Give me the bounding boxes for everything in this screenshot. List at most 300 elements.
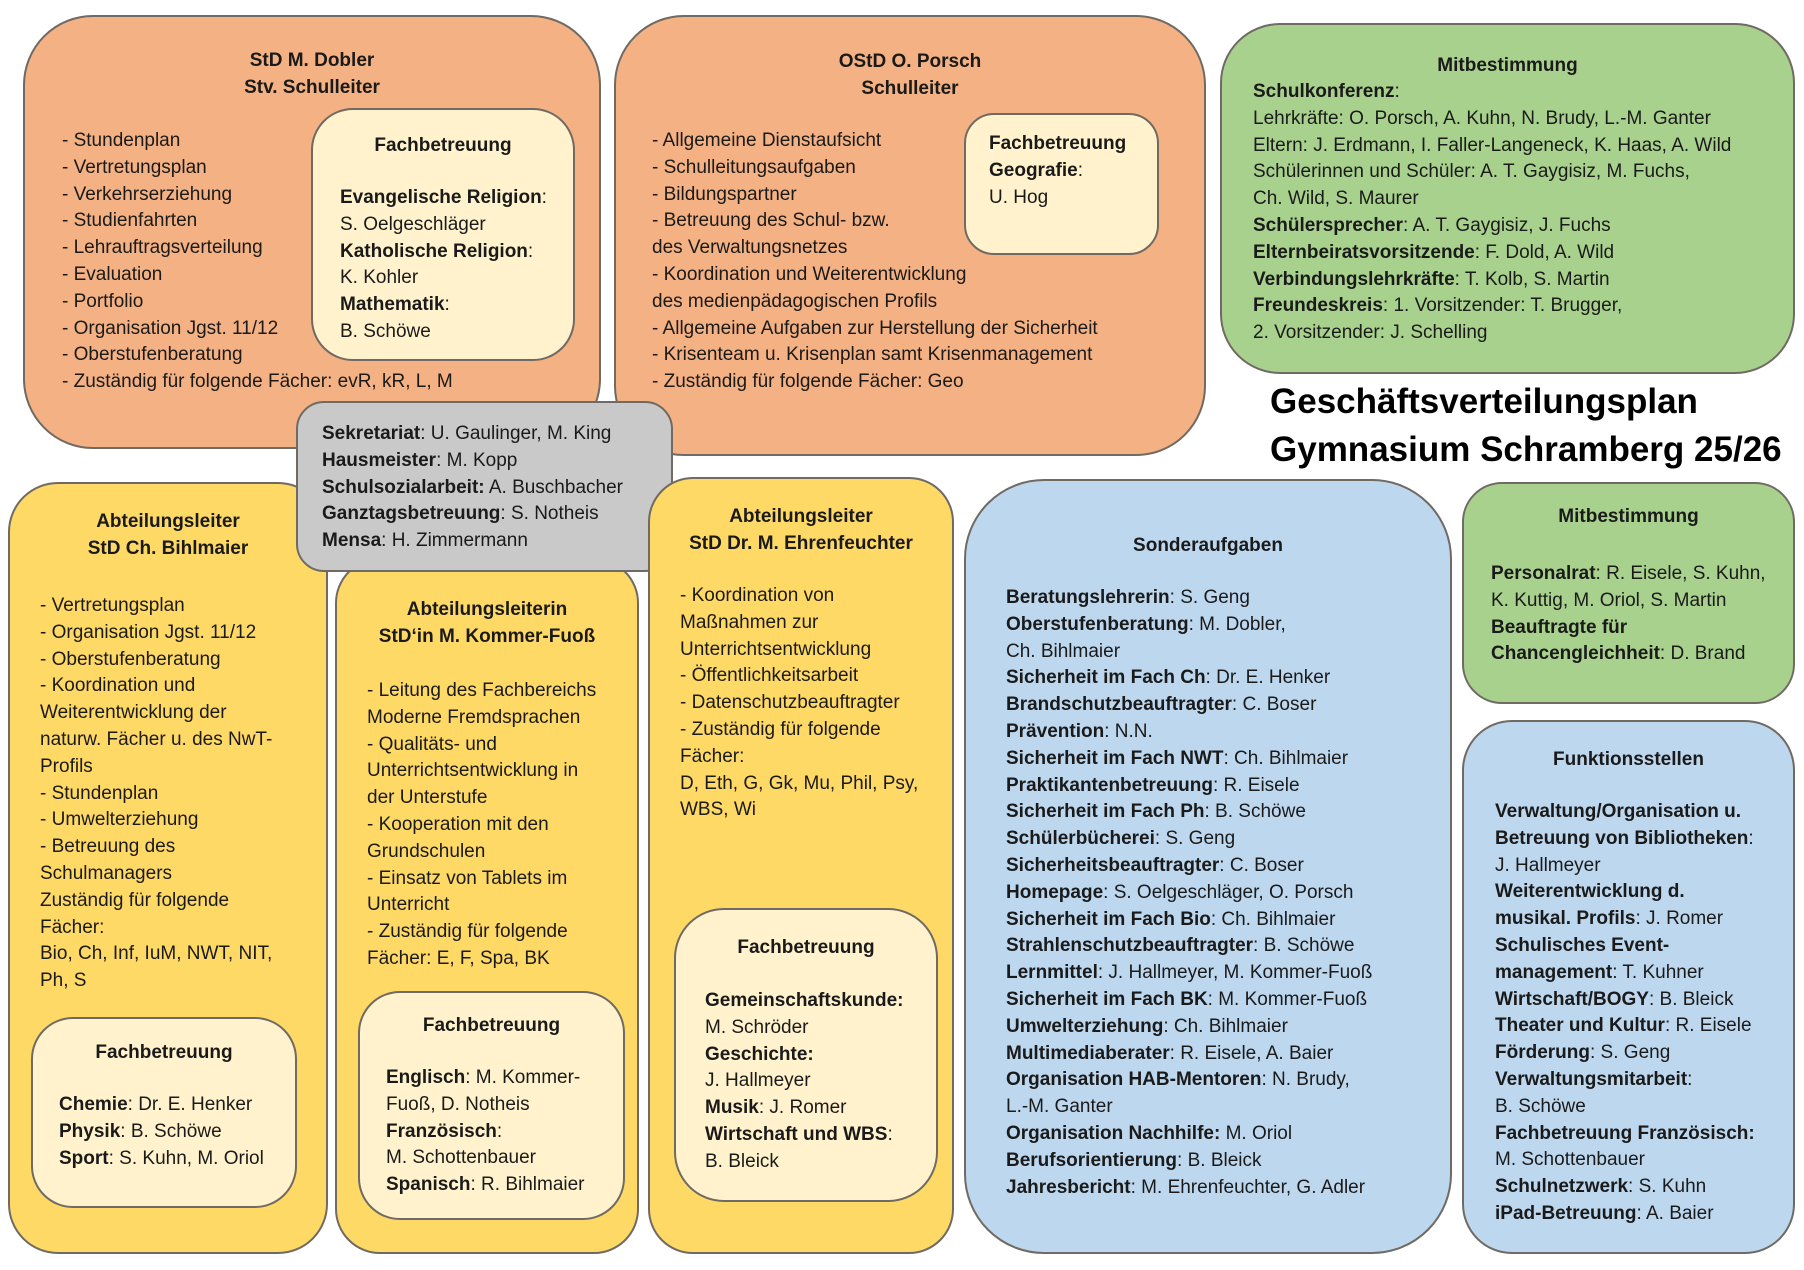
item-value: : B. Schöwe: [1253, 935, 1355, 957]
item-value: :: [444, 294, 450, 316]
item-value: L.-M. Ganter: [1006, 1096, 1113, 1118]
item-label: Wirtschaft und WBS: [705, 1123, 888, 1145]
item-value: Lehrkräfte: O. Porsch, A. Kuhn, N. Brudy, L.-M. Ganter: [1253, 107, 1711, 129]
box-fachbetreuung-bihlmaier: [31, 1017, 297, 1208]
box-verwaltung-personal: [296, 401, 673, 572]
item-value: : M. Kommer-Fuoß: [1207, 988, 1368, 1010]
list-item: [680, 610, 918, 637]
item-value: J. Hallmeyer: [705, 1070, 811, 1092]
list-item: [1253, 267, 1731, 294]
list-item: [59, 1092, 264, 1119]
list-item: [367, 678, 596, 705]
schulleiter-heading: OStD O. Porsch Schulleiter: [838, 51, 982, 99]
item-value: : A. T. Gaygisiz, J. Fuchs: [1402, 214, 1611, 236]
item-value: : R. Bihlmaier: [470, 1174, 585, 1196]
list-item: [1495, 826, 1755, 853]
item-label: Sicherheit im Fach Ch: [1006, 667, 1206, 689]
item-label: Förderung: [1495, 1042, 1590, 1064]
fachbetreuung-heading: Fachbetreuung: [95, 1042, 233, 1063]
item-label: Sicherheit im Fach Bio: [1006, 908, 1211, 930]
item-label: Berufsorientierung: [1006, 1149, 1178, 1171]
item-value: - Oberstufenberatung: [62, 344, 243, 366]
list-item: [40, 834, 272, 861]
item-label: Sicherheit im Fach Ph: [1006, 801, 1205, 823]
list-item: [1495, 1067, 1755, 1094]
list-item: [40, 861, 272, 888]
item-value: :: [527, 240, 534, 262]
item-label: Beauftragte für: [1491, 616, 1628, 638]
list-item: [1253, 79, 1731, 106]
item-value: - Öffentlichkeitsarbeit: [680, 665, 859, 687]
item-value: S. Oelgeschläger: [340, 213, 486, 235]
list-item: [1006, 773, 1372, 800]
list-item: [1006, 799, 1372, 826]
list-item: [367, 892, 596, 919]
item-value: Maßnahmen zur: [680, 611, 819, 633]
item-label: Lernmittel: [1006, 962, 1098, 984]
list-item: [680, 797, 918, 824]
item-value: : S. Kuhn, M. Oriol: [108, 1147, 264, 1169]
item-value: - Betreuung des: [40, 836, 176, 858]
list-item: [652, 369, 1098, 396]
mitbestimmung-list: [1491, 561, 1766, 668]
list-item: [1006, 692, 1372, 719]
item-label: Spanisch: [386, 1174, 471, 1196]
funktionsstellen-list: [1495, 799, 1755, 1228]
list-item: [1495, 1094, 1755, 1121]
item-label: musikal. Profils: [1495, 908, 1636, 930]
item-value: Eltern: J. Erdmann, I. Faller-Langeneck, K. Haas, A. Wild: [1253, 134, 1732, 156]
item-label: management: [1495, 961, 1613, 983]
item-value: : Ch. Bihlmaier: [1210, 908, 1336, 930]
item-value: : Dr. E. Henker: [1205, 667, 1331, 689]
list-item: [40, 915, 272, 942]
list-item: [1253, 293, 1731, 320]
item-label: Sport: [59, 1147, 109, 1169]
item-value: K. Kohler: [340, 267, 419, 289]
item-value: Profils: [40, 755, 93, 777]
list-item: [1006, 1041, 1372, 1068]
kommer-fuoss-heading: Abteilungsleiterin StD‘in M. Kommer-Fuoß: [378, 599, 596, 647]
item-value: - Schulleitungsaufgaben: [652, 156, 856, 178]
list-item: [1491, 641, 1766, 668]
item-value: : R. Eisele, S. Kuhn,: [1595, 563, 1766, 584]
list-item: [1006, 612, 1372, 639]
list-item: [652, 262, 1098, 289]
box-fachbetreuung-kommer-fuoss: [358, 991, 625, 1220]
item-value: J. Hallmeyer: [1495, 854, 1601, 876]
list-item: [1495, 1147, 1755, 1174]
item-value: der Unterstufe: [367, 787, 488, 809]
item-label: Sicherheit im Fach BK: [1006, 988, 1208, 1010]
item-value: : U. Gaulinger, M. King: [420, 423, 612, 444]
list-item: [386, 1145, 585, 1172]
list-item: [652, 316, 1098, 343]
item-label: Fachbetreuung Französisch:: [1495, 1122, 1755, 1144]
item-label: Evangelische Religion: [340, 187, 542, 208]
item-value: Bio, Ch, Inf, IuM, NWT, NIT,: [40, 943, 273, 965]
item-value: M. Schottenbauer: [1495, 1149, 1645, 1171]
item-value: - Vertretungsplan: [62, 156, 207, 178]
list-item: [59, 1119, 264, 1146]
list-item: [40, 888, 272, 915]
item-value: Weiterentwicklung der: [40, 702, 227, 724]
list-item: [1006, 639, 1372, 666]
list-item: [340, 265, 547, 292]
item-label: Geschichte:: [705, 1043, 814, 1065]
item-value: Schulmanagers: [40, 862, 173, 884]
item-value: - Studienfahrten: [62, 210, 198, 232]
list-item: [59, 1146, 264, 1173]
list-item: [40, 673, 272, 700]
list-item: [1253, 240, 1731, 267]
list-item: [1495, 987, 1755, 1014]
box-mitbestimmung-personalrat: [1462, 482, 1795, 704]
item-value: Grundschulen: [367, 840, 486, 862]
item-value: 2. Vorsitzender: J. Schelling: [1253, 322, 1488, 344]
item-label: Französisch: [386, 1120, 497, 1142]
list-item: [322, 501, 623, 528]
sonderaufgaben-heading: Sonderaufgaben: [1133, 535, 1283, 556]
fachbetreuung-heading: Fachbetreuung: [989, 133, 1127, 154]
list-item: [1495, 1174, 1755, 1201]
list-item: [322, 421, 623, 448]
item-value: Ch. Wild, S. Maurer: [1253, 188, 1419, 210]
item-value: M. Schröder: [705, 1016, 809, 1038]
list-item: [989, 185, 1083, 212]
list-item: [1006, 826, 1372, 853]
item-label: Elternbeiratsvorsitzende: [1253, 241, 1475, 263]
list-item: [705, 1068, 904, 1095]
item-value: : H. Zimmermann: [381, 530, 528, 552]
item-value: Ph, S: [40, 970, 87, 992]
item-label: Mathematik: [340, 294, 445, 316]
item-value: - Kooperation mit den: [367, 813, 549, 835]
list-item: [1495, 1201, 1755, 1228]
list-item: [340, 319, 547, 346]
item-label: Personalrat: [1491, 563, 1596, 584]
list-item: [1495, 1013, 1755, 1040]
item-value: - Allgemeine Dienstaufsicht: [652, 130, 882, 151]
item-label: Sekretariat: [322, 423, 421, 444]
list-item: [1006, 719, 1372, 746]
item-label: Sicherheitsbeauftragter: [1006, 854, 1220, 876]
item-value: Unterricht: [367, 894, 450, 916]
list-item: [40, 727, 272, 754]
item-value: : N. Brudy,: [1261, 1069, 1350, 1091]
fachbetreuung-heading: Fachbetreuung: [374, 135, 512, 156]
item-value: :: [1748, 827, 1754, 849]
item-value: - Organisation Jgst. 11/12: [62, 317, 279, 339]
item-label: Theater und Kultur: [1495, 1015, 1665, 1037]
item-label: Ganztagsbetreuung: [322, 503, 501, 525]
item-label: Schülerbücherei: [1006, 828, 1155, 850]
list-item: [1495, 853, 1755, 880]
list-item: [680, 771, 918, 798]
box-fachbetreuung-ehrenfeuchter: [674, 908, 938, 1202]
list-item: [1006, 960, 1372, 987]
list-item: [1006, 880, 1372, 907]
item-label: Prävention: [1006, 720, 1105, 742]
item-label: Hausmeister: [322, 449, 437, 471]
item-value: K. Kuttig, M. Oriol, S. Martin: [1491, 589, 1727, 611]
item-label: Brandschutzbeauftragter: [1006, 694, 1232, 716]
item-value: Unterrichtsentwicklung: [680, 638, 872, 660]
list-item: [705, 988, 904, 1015]
item-label: Schulsozialarbeit:: [322, 476, 485, 498]
item-value: : B. Schöwe: [1204, 801, 1306, 823]
item-value: Fächer:: [40, 916, 105, 938]
page-title: Geschäftsverteilungsplan Gymnasium Schramberg 25/26: [1270, 382, 1782, 469]
item-label: Katholische Religion: [340, 240, 528, 262]
item-value: - Betreuung des Schul- bzw.: [652, 210, 890, 232]
item-value: : N.N.: [1104, 720, 1153, 742]
list-item: [1006, 1175, 1372, 1202]
item-label: Gemeinschaftskunde:: [705, 990, 904, 1011]
fachbetreuung-list: [386, 1065, 585, 1199]
item-value: - Verkehrserziehung: [62, 183, 233, 205]
item-value: : M. Ehrenfeuchter, G. Adler: [1130, 1176, 1366, 1198]
item-value: D, Eth, G, Gk, Mu, Phil, Psy,: [680, 772, 919, 794]
list-item: [1253, 213, 1731, 240]
item-label: Homepage: [1006, 881, 1104, 903]
item-value: - Zuständig für folgende: [367, 921, 568, 943]
item-value: B. Bleick: [705, 1150, 779, 1172]
fachbetreuung-list: [340, 185, 547, 346]
item-label: Mensa: [322, 530, 382, 552]
item-value: - Zuständig für folgende Fächer: Geo: [652, 371, 964, 393]
mitbestimmung-heading: Mitbestimmung: [1437, 55, 1578, 76]
list-item: [680, 583, 918, 610]
item-value: Zuständig für folgende: [40, 889, 230, 911]
item-value: - Koordination von: [680, 585, 835, 606]
sonderaufgaben-list: [1006, 585, 1372, 1201]
list-item: [1006, 987, 1372, 1014]
bihlmaier-tasks: [40, 593, 272, 995]
ehrenfeuchter-heading: Abteilungsleiter StD Dr. M. Ehrenfeuchter: [689, 506, 913, 554]
item-value: : Dr. E. Henker: [127, 1094, 253, 1115]
list-item: [1491, 615, 1766, 642]
item-label: Umwelterziehung: [1006, 1015, 1164, 1037]
list-item: [680, 690, 918, 717]
list-item: [1006, 1014, 1372, 1041]
list-item: [1253, 320, 1731, 347]
item-value: : R. Eisele: [1212, 774, 1300, 796]
list-item: [40, 941, 272, 968]
item-value: naturw. Fächer u. des NwT-: [40, 728, 273, 750]
item-label: Wirtschaft/BOGY: [1495, 988, 1649, 1010]
item-value: : T. Kuhner: [1612, 961, 1704, 983]
item-label: Geografie: [989, 160, 1078, 181]
list-item: [367, 705, 596, 732]
list-item: [367, 866, 596, 893]
box-fachbetreuung-dobler: [311, 108, 575, 361]
item-value: : S. Geng: [1590, 1042, 1671, 1064]
list-item: [40, 807, 272, 834]
item-label: Englisch: [386, 1067, 466, 1088]
item-value: : B. Schöwe: [120, 1120, 222, 1142]
list-item: [1006, 1067, 1372, 1094]
item-value: - Stundenplan: [40, 782, 159, 804]
item-value: Moderne Fremdsprachen: [367, 706, 581, 728]
item-value: - Lehrauftragsverteilung: [62, 237, 263, 259]
list-item: [1495, 960, 1755, 987]
list-item: [1006, 746, 1372, 773]
item-value: : A. Baier: [1636, 1202, 1714, 1224]
list-item: [340, 292, 547, 319]
item-value: : T. Kolb, S. Martin: [1454, 268, 1610, 290]
list-item: [40, 700, 272, 727]
box-fachbetreuung-porsch: [964, 113, 1159, 255]
item-value: : R. Eisele: [1664, 1015, 1752, 1037]
item-value: des Verwaltungsnetzes: [652, 237, 848, 259]
item-value: B. Schöwe: [340, 320, 431, 342]
item-label: Weiterentwicklung d.: [1495, 881, 1685, 903]
item-value: B. Schöwe: [1495, 1095, 1586, 1117]
list-item: [1491, 588, 1766, 615]
item-value: des medienpädagogischen Profils: [652, 290, 938, 312]
list-item: [40, 781, 272, 808]
item-label: Oberstufenberatung: [1006, 613, 1189, 635]
item-value: : Ch. Bihlmaier: [1223, 747, 1349, 769]
item-value: : 1. Vorsitzender: T. Brugger,: [1382, 295, 1623, 317]
fachbetreuung-list: [59, 1092, 264, 1172]
item-value: - Koordination und Weiterentwicklung: [652, 263, 967, 285]
list-item: [705, 1122, 904, 1149]
staff-list: [322, 421, 623, 555]
list-item: [322, 448, 623, 475]
item-label: Chemie: [59, 1094, 128, 1115]
item-value: Ch. Bihlmaier: [1006, 640, 1121, 662]
list-item: [705, 1095, 904, 1122]
item-label: Verbindungslehrkräfte: [1253, 268, 1455, 290]
item-value: : S. Geng: [1169, 587, 1250, 608]
item-value: - Datenschutzbeauftragter: [680, 692, 900, 714]
item-value: WBS, Wi: [680, 799, 756, 821]
list-item: [1006, 907, 1372, 934]
item-value: - Koordination und: [40, 675, 196, 697]
item-value: - Zuständig für folgende Fächer: evR, kR, L, M: [62, 371, 453, 393]
kommer-fuoss-tasks: [367, 678, 596, 973]
box-mitbestimmung-schulkonferenz: [1220, 23, 1795, 374]
list-item: [386, 1172, 585, 1199]
list-item: [340, 185, 547, 212]
item-value: A. Buschbacher: [484, 476, 623, 498]
list-item: [1495, 933, 1755, 960]
list-item: [386, 1092, 585, 1119]
fachbetreuung-list: [705, 988, 904, 1176]
item-label: Multimediaberater: [1006, 1042, 1170, 1064]
list-item: [680, 637, 918, 664]
item-label: iPad-Betreuung: [1495, 1202, 1637, 1224]
item-value: - Organisation Jgst. 11/12: [40, 621, 257, 643]
list-item: [989, 158, 1083, 185]
item-value: :: [1394, 81, 1400, 102]
item-label: Verwaltungsmitarbeit: [1495, 1068, 1688, 1090]
item-value: Fächer: E, F, Spa, BK: [367, 947, 550, 969]
item-value: :: [496, 1120, 503, 1142]
item-value: - Umwelterziehung: [40, 809, 199, 831]
item-label: Freundeskreis: [1253, 295, 1383, 317]
item-value: - Vertretungsplan: [40, 595, 185, 616]
list-item: [367, 839, 596, 866]
list-item: [340, 239, 547, 266]
item-value: : B. Bleick: [1177, 1149, 1262, 1171]
list-item: [386, 1119, 585, 1146]
list-item: [1253, 133, 1731, 160]
list-item: [652, 289, 1098, 316]
item-value: : S. Kuhn: [1628, 1176, 1707, 1198]
item-value: - Portfolio: [62, 290, 144, 312]
item-value: Schülerinnen und Schüler: A. T. Gaygisiz, M. Fuchs,: [1253, 161, 1690, 183]
item-value: - Stundenplan: [62, 130, 181, 151]
item-label: Verwaltung/Organisation u.: [1495, 801, 1741, 822]
list-item: [40, 754, 272, 781]
item-value: - Einsatz von Tablets im: [367, 867, 568, 889]
item-value: - Evaluation: [62, 263, 163, 285]
bihlmaier-heading: Abteilungsleiter StD Ch. Bihlmaier: [87, 511, 249, 559]
list-item: [1006, 585, 1372, 612]
list-item: [1495, 879, 1755, 906]
list-item: [705, 1042, 904, 1069]
mitbestimmung-list: [1253, 79, 1731, 347]
list-item: [367, 919, 596, 946]
item-value: : J. Romer: [758, 1097, 847, 1119]
item-value: : B. Bleick: [1648, 988, 1734, 1010]
list-item: [367, 785, 596, 812]
list-item: [705, 1149, 904, 1176]
list-item: [340, 212, 547, 239]
box-funktionsstellen: [1462, 720, 1795, 1254]
funktionsstellen-heading: Funktionsstellen: [1553, 749, 1704, 770]
list-item: [367, 946, 596, 973]
list-item: [652, 342, 1098, 369]
item-value: : Ch. Bihlmaier: [1163, 1015, 1288, 1037]
item-value: : C. Boser: [1231, 694, 1317, 716]
item-label: Organisation Nachhilfe:: [1006, 1122, 1221, 1144]
item-label: Organisation HAB-Mentoren: [1006, 1069, 1262, 1091]
item-label: Schülersprecher: [1253, 214, 1403, 236]
item-value: - Allgemeine Aufgaben zur Herstellung der Sicherheit: [652, 317, 1098, 339]
list-item: [322, 475, 623, 502]
list-item: [1495, 799, 1755, 826]
item-value: - Krisenteam u. Krisenplan samt Krisenmanagement: [652, 344, 1093, 366]
fachbetreuung-list: [989, 158, 1083, 212]
item-value: Fächer:: [680, 745, 745, 767]
item-value: - Leitung des Fachbereichs: [367, 680, 597, 701]
list-item: [386, 1065, 585, 1092]
list-item: [322, 528, 623, 555]
item-label: Schulisches Event-: [1495, 934, 1670, 956]
list-item: [1253, 186, 1731, 213]
item-label: Jahresbericht: [1006, 1176, 1131, 1198]
list-item: [680, 663, 918, 690]
item-value: : R. Eisele, A. Baier: [1169, 1042, 1334, 1064]
item-value: : M. Kopp: [436, 449, 518, 471]
stv-schulleiter-heading: StD M. Dobler Stv. Schulleiter: [244, 50, 380, 98]
list-item: [40, 620, 272, 647]
item-label: Strahlenschutzbeauftragter: [1006, 935, 1254, 957]
item-label: Praktikantenbetreuung: [1006, 774, 1213, 796]
item-value: Fuoß, D. Notheis: [386, 1093, 530, 1115]
item-value: :: [1077, 160, 1083, 181]
list-item: [40, 968, 272, 995]
item-value: - Bildungspartner: [652, 183, 797, 205]
list-item: [367, 758, 596, 785]
item-value: : C. Boser: [1219, 854, 1304, 876]
item-label: Betreuung von Bibliotheken: [1495, 827, 1749, 849]
item-value: - Zuständig für folgende: [680, 718, 881, 740]
